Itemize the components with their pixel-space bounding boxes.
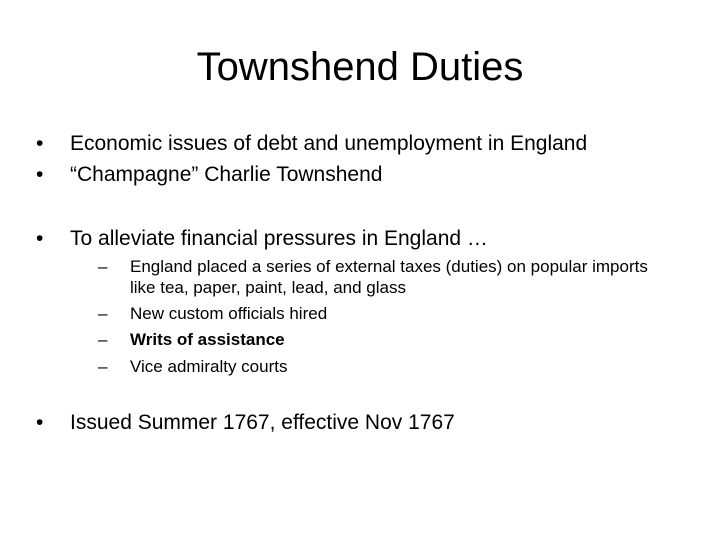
sub-bullet-text: England placed a series of external taxes (duties) on popular imports like tea, paper, paint, lead, and glass bbox=[130, 257, 648, 297]
slide-title: Townshend Duties bbox=[196, 45, 524, 89]
bullet-icon: • bbox=[36, 227, 44, 250]
bullet-icon: • bbox=[36, 411, 44, 434]
bullet-item bbox=[36, 162, 696, 188]
sub-bullet-text: Vice admiralty courts bbox=[130, 357, 288, 376]
bullet-text: Economic issues of debt and unemployment in England bbox=[70, 132, 588, 155]
dash-icon: – bbox=[98, 330, 108, 349]
sub-bullet-text-bold: Writs of assistance bbox=[130, 330, 285, 349]
sub-bullet-item bbox=[98, 356, 678, 377]
dash-icon: – bbox=[98, 357, 108, 376]
dash-icon: – bbox=[98, 257, 108, 276]
bullet-item bbox=[36, 226, 696, 252]
sub-bullet-item bbox=[98, 256, 678, 298]
bullet-item bbox=[36, 131, 696, 157]
sub-bullet-item bbox=[98, 329, 678, 350]
sub-bullet-item bbox=[98, 303, 678, 324]
bullet-text: To alleviate financial pressures in England … bbox=[70, 227, 488, 250]
bullet-item bbox=[36, 410, 696, 436]
bullet-icon: • bbox=[36, 132, 44, 155]
bullet-text: Issued Summer 1767, effective Nov 1767 bbox=[70, 411, 455, 434]
sub-bullet-text: New custom officials hired bbox=[130, 304, 328, 323]
bullet-icon: • bbox=[36, 163, 44, 186]
dash-icon: – bbox=[98, 304, 108, 323]
bullet-text: “Champagne” Charlie Townshend bbox=[70, 163, 383, 186]
